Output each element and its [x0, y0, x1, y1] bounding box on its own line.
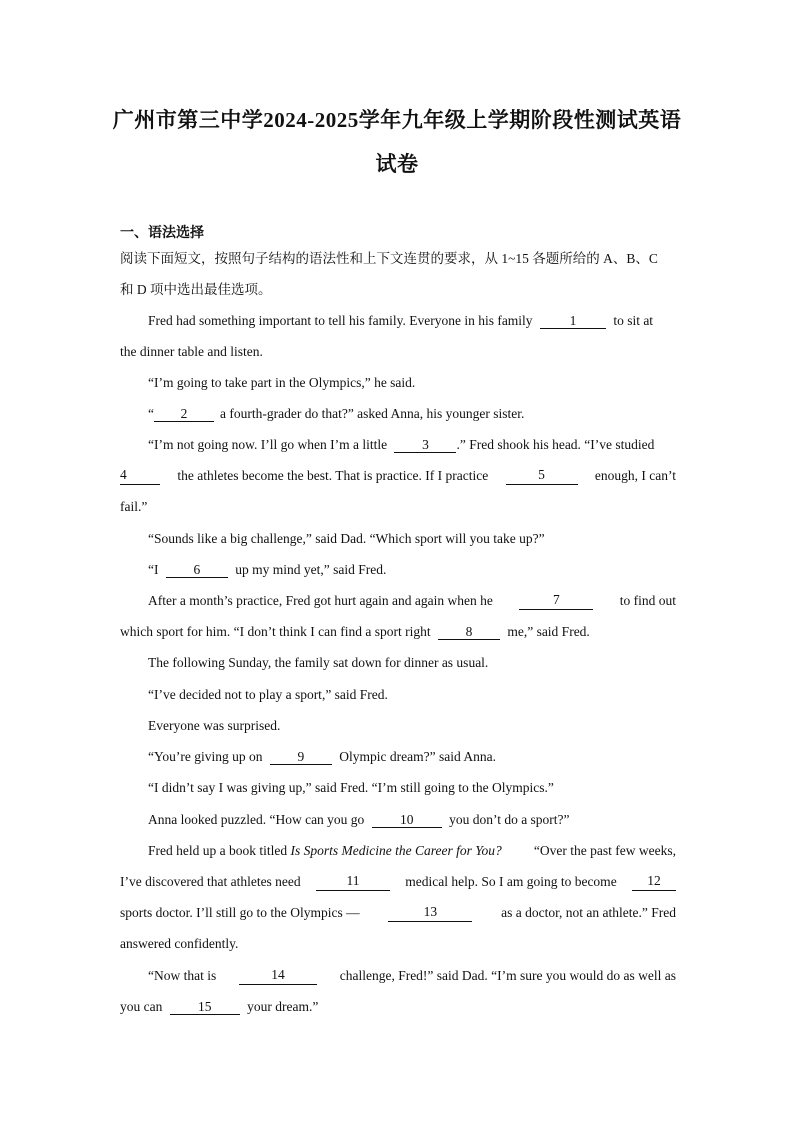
text: me,” said Fred.: [507, 624, 590, 639]
page-title-line2: 试卷: [375, 152, 419, 176]
text: “Over the past few weeks,: [533, 843, 676, 858]
text: to find out: [619, 593, 676, 608]
text: Anna looked puzzled. “How can you go: [148, 812, 365, 827]
text: “: [148, 406, 154, 421]
blank-5: 5: [506, 467, 578, 485]
text: a fourth-grader do that?” asked Anna, his younger sister.: [220, 406, 525, 421]
text: you don’t do a sport?”: [449, 812, 570, 827]
text: Olympic dream?” said Anna.: [339, 749, 496, 764]
text: up my mind yet,” said Fred.: [235, 562, 387, 577]
text: the athletes become the best. That is practice. If I practice: [177, 468, 489, 483]
text: “Now that is: [148, 968, 217, 983]
text: as a doctor, not an athlete.” Fred: [501, 905, 676, 920]
paragraph-5: “Sounds like a big challenge,” said Dad. “Which sport will you take up?”: [148, 531, 545, 546]
paragraph-4-line-1: [148, 436, 676, 454]
text: which sport for him. “I don’t think I can find a sport right: [120, 624, 431, 639]
instruction-line-2: 和 D 项中选出最佳选项。: [120, 282, 272, 297]
blank-14: 14: [239, 967, 317, 985]
paragraph-11: [148, 748, 704, 766]
paragraph-7-line-2: [120, 623, 676, 641]
blank-13: 13: [388, 904, 472, 922]
blank-1: 1: [540, 313, 606, 329]
blank-7: 7: [519, 592, 593, 610]
text: sports doctor. I’ll still go to the Olympics —: [120, 905, 360, 920]
paragraph-4-line-3: fail.”: [120, 499, 148, 514]
paragraph-14-line-4: answered confidently.: [120, 936, 239, 951]
paragraph-4-line-2: [120, 467, 676, 485]
text: Fred held up a book titled: [148, 843, 288, 858]
blank-10: 10: [372, 812, 442, 828]
text: challenge, Fred!” said Dad. “I’m sure you would do as well as: [339, 968, 676, 983]
text: .” Fred shook his head. “I’ve studied: [456, 437, 655, 452]
blank-15: 15: [170, 999, 240, 1015]
text: your dream.”: [247, 999, 319, 1014]
paragraph-15-line-2: [120, 998, 676, 1016]
paragraph-3: [148, 405, 704, 423]
blank-11: 11: [316, 873, 390, 891]
paragraph-2: “I’m going to take part in the Olympics,” he said.: [148, 375, 416, 390]
blank-2: 2: [154, 406, 214, 422]
paragraph-14-line-2: [120, 873, 676, 891]
paragraph-14-line-1: [148, 842, 676, 860]
blank-3: 3: [394, 437, 456, 453]
blank-9: 9: [270, 749, 332, 765]
paragraph-14-line-3: [120, 904, 676, 922]
text: you can: [120, 999, 163, 1014]
text: I’ve discovered that athletes need: [120, 874, 301, 889]
paragraph-1-line-1: [148, 312, 676, 330]
paragraph-7-line-1: [148, 592, 676, 610]
blank-4: 4: [120, 467, 160, 485]
text: After a month’s practice, Fred got hurt again and again when he: [148, 593, 493, 608]
text: “I: [148, 562, 159, 577]
text: medical help. So I am going to become: [405, 874, 617, 889]
paragraph-10: Everyone was surprised.: [148, 718, 281, 733]
paragraph-8: The following Sunday, the family sat down for dinner as usual.: [148, 655, 489, 670]
text: “You’re giving up on: [148, 749, 263, 764]
section-heading: 一、语法选择: [120, 225, 204, 241]
blank-6: 6: [166, 562, 228, 578]
text: enough, I can’t: [594, 468, 676, 483]
text: Fred had something important to tell his family. Everyone in his family: [148, 313, 533, 328]
paragraph-15-line-1: [148, 967, 676, 985]
blank-8: 8: [438, 624, 500, 640]
instruction-line-1: 阅读下面短文，按照句子结构的语法性和上下文连贯的要求，从 1~15 各题所给的 A、B、C: [120, 251, 658, 266]
paragraph-9: “I’ve decided not to play a sport,” said Fred.: [148, 687, 388, 702]
book-title: Is Sports Medicine the Career for You?: [290, 843, 502, 858]
text: “I’m not going now. I’ll go when I’m a little: [148, 437, 388, 452]
text: [148, 842, 502, 860]
blank-12: 12: [632, 873, 676, 891]
paragraph-1-line-2: the dinner table and listen.: [120, 344, 263, 359]
text: to sit at: [613, 313, 654, 328]
page-title-line1: 广州市第三中学2024-2025学年九年级上学期阶段性测试英语: [112, 108, 682, 132]
paragraph-12: “I didn’t say I was giving up,” said Fred. “I’m still going to the Olympics.”: [148, 780, 554, 795]
paragraph-6: [148, 561, 704, 579]
paragraph-13: [148, 811, 704, 829]
